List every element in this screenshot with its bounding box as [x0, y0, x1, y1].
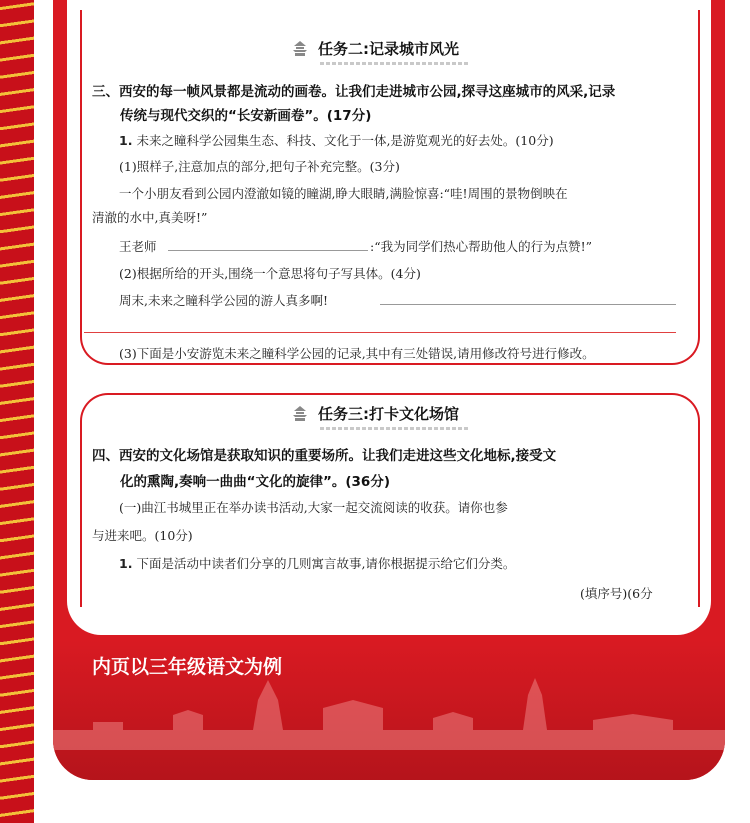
part1-line2: 与进来吧。(10分)	[92, 528, 193, 543]
task2-title: 任务二:记录城市风光	[318, 40, 459, 58]
answer-line-teacher[interactable]	[168, 250, 368, 251]
teacher-label: 王老师	[119, 239, 157, 254]
teacher-quote: :“我为同学们热心帮助他人的行为点赞!”	[370, 239, 593, 254]
task3-item1-text: 下面是活动中读者们分享的几则寓言故事,请你根据提示给它们分类。	[136, 556, 516, 571]
sub-question-1: (1)照样子,注意加点的部分,把句子补充完整。(3分)	[119, 159, 400, 174]
task3-header	[290, 403, 459, 424]
item1-number: 1.	[119, 133, 133, 148]
example-sentence-a: 一个小朋友看到公园内澄澈如镜的瞳湖,睁大眼睛,满脸惊喜:“哇!周围的景物倒映在	[119, 186, 568, 201]
section-divider	[84, 332, 676, 333]
question4-line2: 化的熏陶,奏响一曲曲“文化的旋律”。(36分)	[120, 474, 390, 490]
answer-line-sub2[interactable]	[380, 304, 676, 305]
sub-question-2: (2)根据所给的开头,围绕一个意思将句子写具体。(4分)	[119, 266, 421, 281]
fill-hint: (填序号)(6分	[580, 586, 653, 601]
caption-text: 内页以三年级语文为例	[92, 656, 283, 678]
title-underline	[320, 62, 470, 65]
question4-line1: 四、西安的文化场馆是获取知识的重要场所。让我们走进这些文化地标,接受文	[92, 448, 557, 464]
sub2-start-sentence: 周末,未来之瞳科学公园的游人真多啊!	[119, 293, 328, 308]
task3-item1	[119, 554, 515, 572]
title-underline	[320, 427, 470, 430]
item1-text: 未来之瞳科学公园集生态、科技、文化于一体,是游览观光的好去处。(10分)	[136, 133, 554, 148]
question3-line2: 传统与现代交织的“长安新画卷”。(17分)	[120, 108, 372, 124]
task2-header	[290, 38, 459, 59]
item1	[119, 131, 554, 149]
pagoda-icon	[290, 40, 310, 58]
sub-question-3: (3)下面是小安游览未来之瞳科学公园的记录,其中有三处错误,请用修改符号进行修改。	[119, 346, 595, 361]
task3-item1-number: 1.	[119, 556, 133, 571]
task3-title: 任务三:打卡文化场馆	[318, 405, 459, 423]
decorative-stripe	[0, 0, 34, 823]
question3-line1: 三、西安的每一帧风景都是流动的画卷。让我们走进城市公园,探寻这座城市的风采,记录	[92, 84, 616, 100]
example-sentence-b: 清澈的水中,真美呀!”	[92, 210, 208, 225]
part1-line1: (一)曲江书城里正在举办读书活动,大家一起交流阅读的收获。请你也参	[119, 500, 508, 515]
pagoda-icon	[290, 405, 310, 423]
